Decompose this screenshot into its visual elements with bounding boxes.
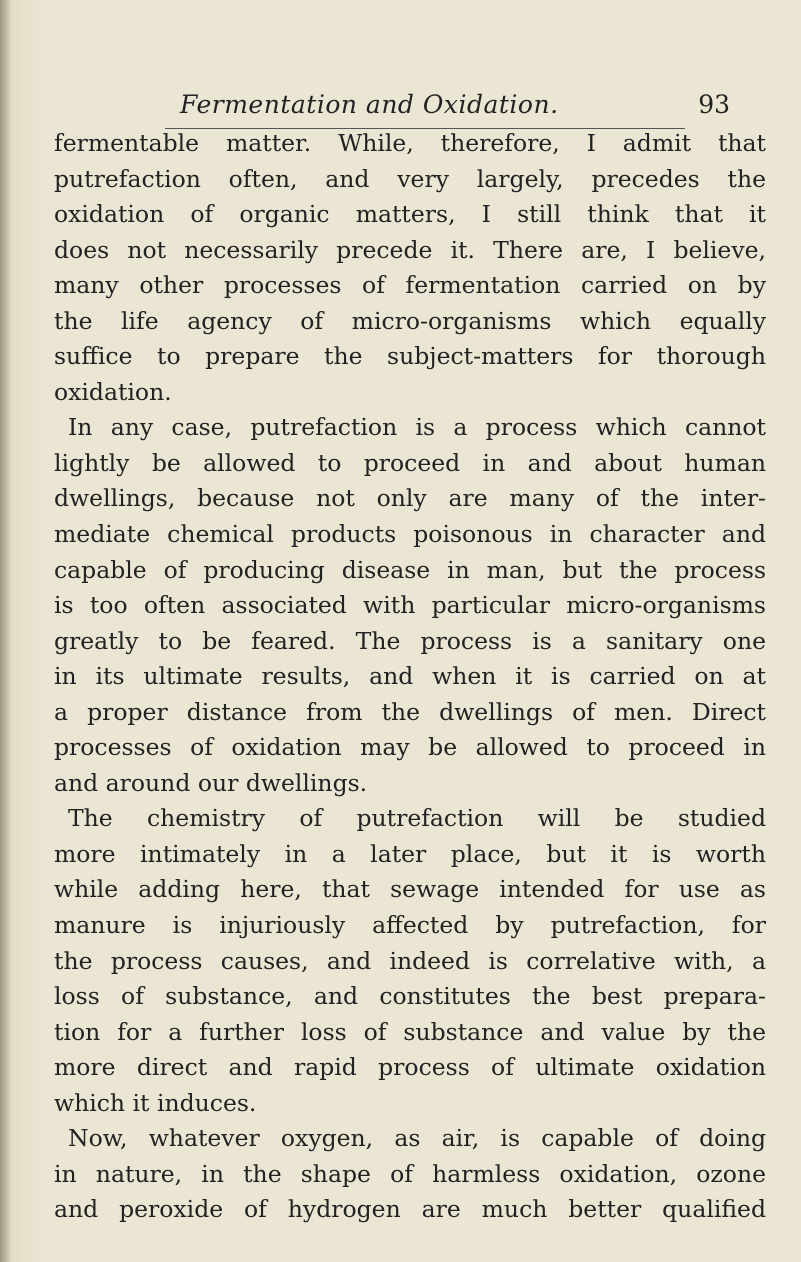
text-line: Now, whatever oxygen, as air, is capable of doing — [68, 1124, 766, 1153]
text-line: oxidation of organic matters, I still think that it — [54, 200, 766, 229]
text-line: processes of oxidation may be allowed to proceed in — [54, 733, 766, 762]
text-line: while adding here, that sewage intended for use as — [54, 875, 766, 904]
text-line: loss of substance, and constitutes the best prepara- — [54, 982, 766, 1011]
text-line: lightly be allowed to proceed in and about human — [54, 448, 766, 477]
text-line: fermentable matter. While, therefore, I admit that — [54, 129, 766, 157]
text-line: a proper distance from the dwellings of men. Direct — [54, 697, 766, 726]
text-line: which it induces. — [54, 1088, 257, 1117]
text-line: The chemistry of putrefaction will be studied — [68, 804, 766, 833]
text-line: mediate chemical products poisonous in character and — [54, 520, 766, 549]
body-text — [54, 126, 766, 1228]
text-line: is too often associated with particular micro-organisms — [54, 591, 766, 620]
text-line: and around our dwellings. — [54, 768, 368, 797]
running-title: Fermentation and Oxidation. — [180, 90, 559, 119]
text-line: many other processes of fermentation carried on by — [54, 271, 766, 300]
page-header — [55, 90, 765, 130]
text-line: the process causes, and indeed is correlative with, a — [54, 946, 766, 975]
text-line: in nature, in the shape of harmless oxidation, ozone — [54, 1159, 766, 1188]
text-line: suffice to prepare the subject-matters for thorough — [54, 342, 766, 371]
text-line: more intimately in a later place, but it is worth — [54, 839, 766, 868]
text-line: manure is injuriously affected by putrefaction, for — [54, 911, 766, 940]
text-line: does not necessarily precede it. There are, I believe, — [54, 235, 766, 264]
text-line: In any case, putrefaction is a process which cannot — [68, 413, 766, 442]
text-line: tion for a further loss of substance and value by the — [54, 1017, 766, 1046]
page-gutter — [0, 0, 10, 1262]
text-line: in its ultimate results, and when it is carried on at — [54, 662, 766, 691]
text-line: oxidation. — [54, 377, 172, 406]
text-line: greatly to be feared. The process is a sanitary one — [54, 626, 766, 655]
page-number: 93 — [698, 90, 730, 119]
text-line: putrefaction often, and very largely, precedes the — [54, 164, 766, 193]
text-line: and peroxide of hydrogen are much better qualified — [54, 1195, 766, 1224]
text-line: capable of producing disease in man, but the process — [54, 555, 766, 584]
text-line: more direct and rapid process of ultimate oxidation — [54, 1053, 766, 1082]
text-line: the life agency of micro-organisms which equally — [54, 306, 766, 335]
text-line: dwellings, because not only are many of the inter- — [54, 484, 766, 513]
